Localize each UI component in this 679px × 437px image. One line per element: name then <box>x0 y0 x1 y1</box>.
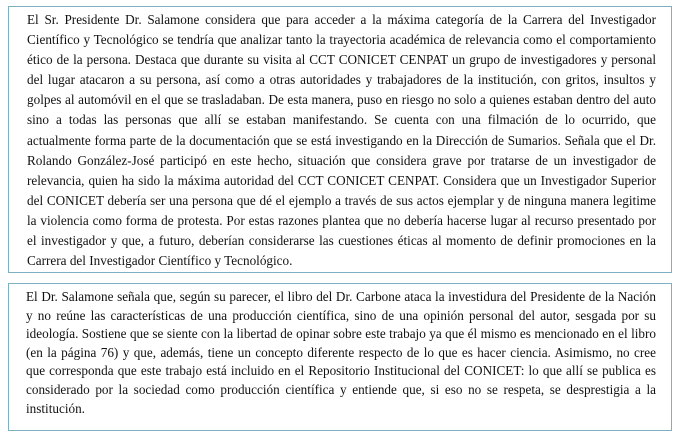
text-box-carbone-book <box>8 283 672 431</box>
paragraph-ethics: El Sr. Presidente Dr. Salamone considera que para acceder a la máxima categoría de la Carrera del Investigador Científico y Tecnológico se tendría que analizar tanto la trayectoria académica de relevancia como el comportamiento ético de la persona. Destaca que durante su visita al CCT CONICET CENPAT un grupo de investigadores y personal del lugar atacaron a su persona, así como a otras autoridades y trabajadores de la institución, con gritos, insultos y golpes al automóvil en el que se trasladaban. De esta manera, puso en riesgo no solo a quienes estaban dentro del auto sino a todas las personas que allí se estaban manifestando. Se cuenta con una filmación de lo ocurrido, que actualmente forma parte de la documentación que se está investigando en la Dirección de Sumarios. Señala que el Dr. Rolando González-José participó en este hecho, situación que considera grave por tratarse de un investigador de relevancia, quien ha sido la máxima autoridad del CCT CONICET CENPAT. Considera que un Investigador Superior del CONICET debería ser una persona que dé el ejemplo a través de sus actos ejemplar y de ninguna manera legitime la violencia como forma de protesta. Por estas razones plantea que no debería hacerse lugar al recurso presentado por el investigador y que, a futuro, deberían considerarse las cuestiones éticas al momento de definir promociones en la Carrera del Investigador Científico y Tecnológico. <box>27 12 656 269</box>
text-box-salamone-ethics <box>8 6 672 273</box>
paragraph-book: El Dr. Salamone señala que, según su parecer, el libro del Dr. Carbone ataca la investidura del Presidente de la Nación y no reúne las características de una producción científica, sino de una opinión personal del autor, sesgada por su ideología. Sostiene que se siente con la libertad de opinar sobre este trabajo ya que él mismo es mencionado en el libro (en la página 76) y que, además, tiene un concepto diferente respecto de lo que es hacer ciencia. Asimismo, no cree que corresponda que este trabajo está incluido en el Repositorio Institucional del CONICET: lo que allí se publica es considerado por la sociedad como producción científica y entiende que, si eso no se respeta, se desprestigia a la institución. <box>26 289 656 416</box>
